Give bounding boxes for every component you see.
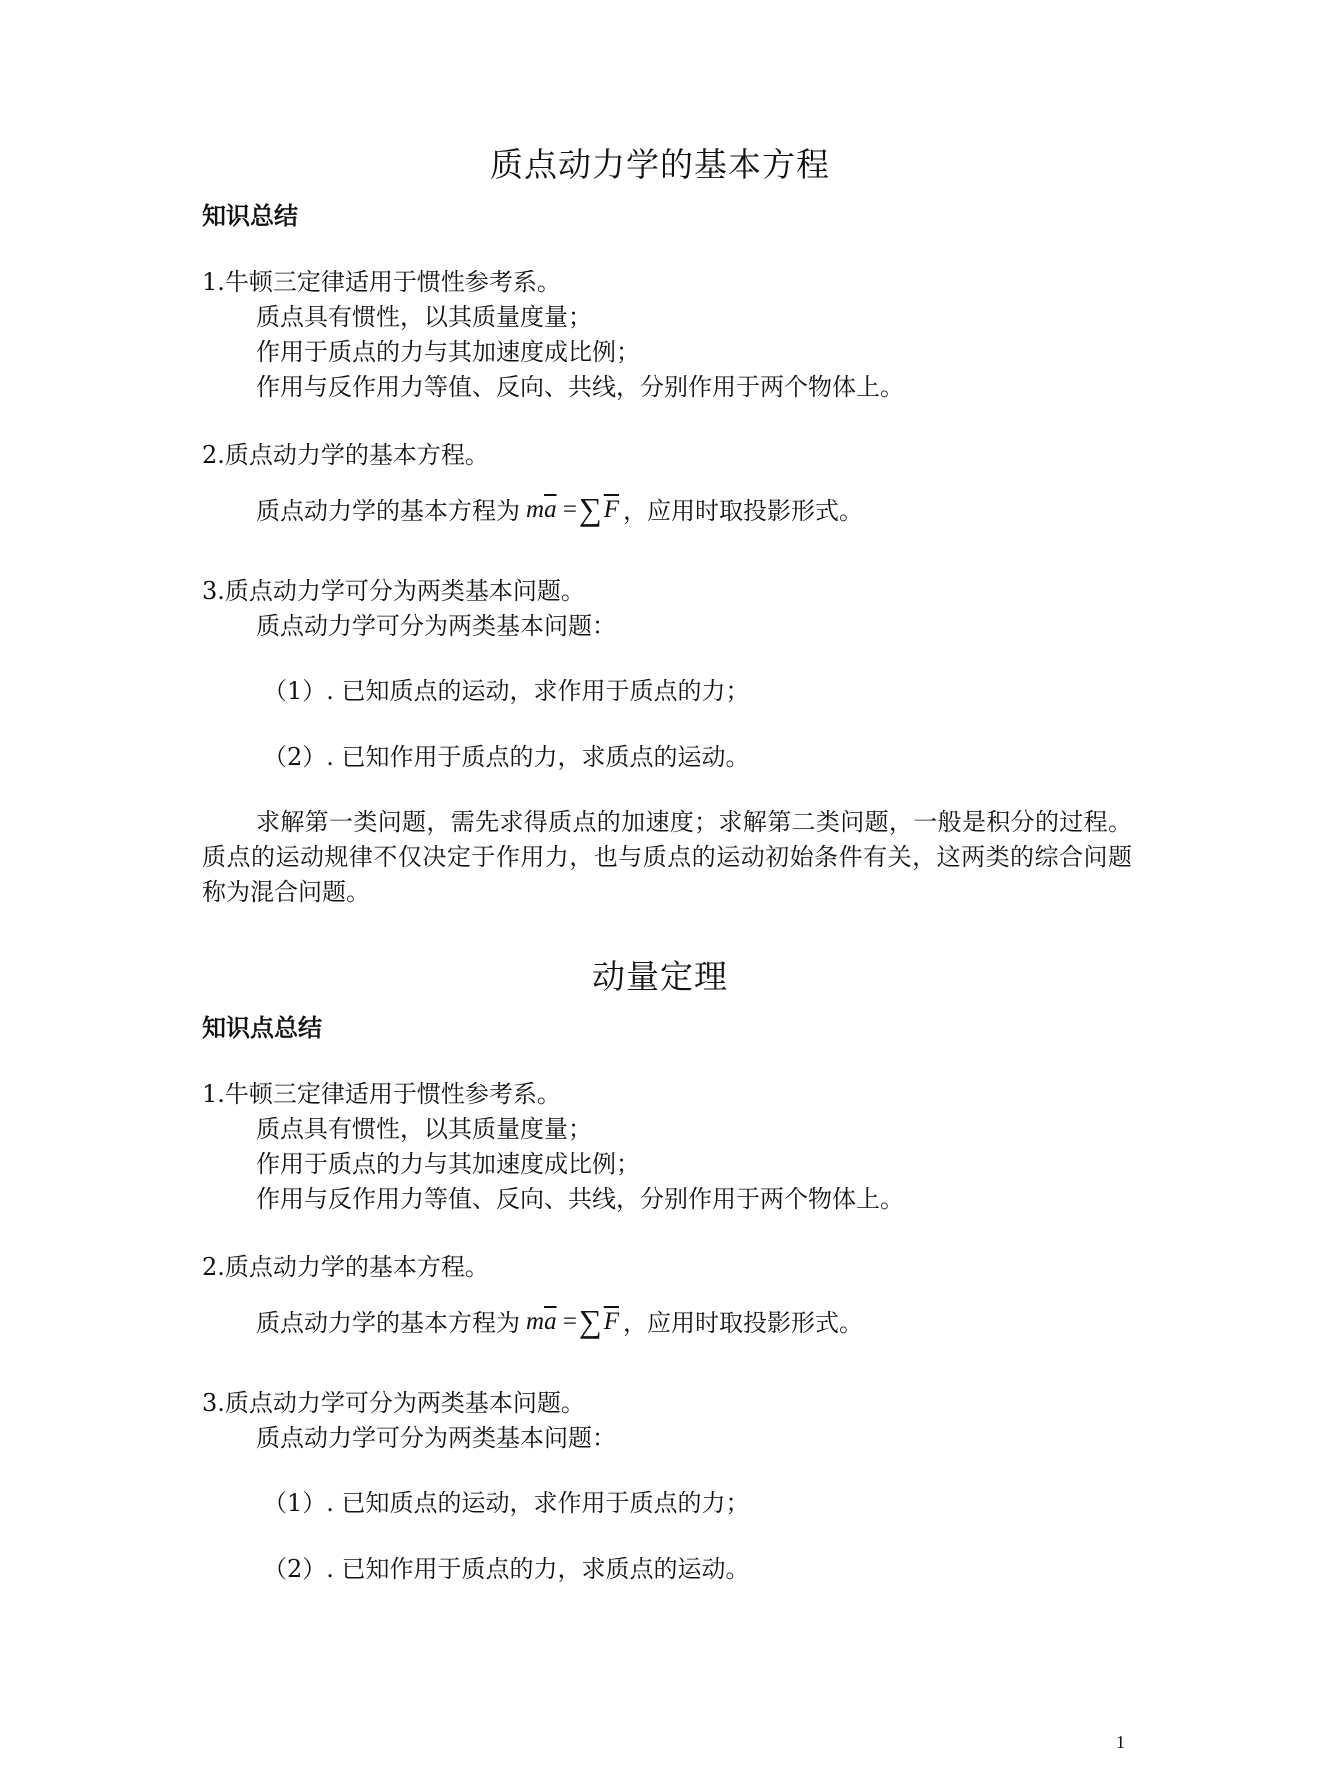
item-3-intro: 质点动力学可分为两类基本问题： bbox=[256, 1424, 616, 1452]
formula-equals: = bbox=[562, 1308, 577, 1335]
formula-pre-text: 质点动力学的基本方程为 bbox=[256, 497, 520, 525]
item-3-title: 3.质点动力学可分为两类基本问题。 bbox=[202, 1389, 585, 1417]
formula-line bbox=[256, 493, 863, 527]
newton-formula bbox=[526, 1305, 619, 1338]
section-heading: 知识总结 bbox=[202, 202, 298, 230]
item-1-line: 作用于质点的力与其加速度成比例； bbox=[256, 338, 640, 366]
formula-line bbox=[256, 1305, 863, 1339]
formula-sum-symbol: ∑ bbox=[578, 491, 602, 527]
section-title: 质点动力学的基本方程 bbox=[490, 145, 830, 184]
item-2-title: 2.质点动力学的基本方程。 bbox=[202, 441, 489, 469]
item-3-sub-2: （2）. 已知作用于质点的力，求质点的运动。 bbox=[263, 743, 750, 771]
summary-paragraph: 求解第一类问题，需先求得质点的加速度；求解第二类问题，一般是积分的过程。质点的运动规律不仅决定于作用力，也与质点的运动初始条件有关，这两类的综合问题称为混合问题。 bbox=[202, 808, 1132, 906]
item-1-line: 质点具有惯性，以其质量度量； bbox=[256, 303, 592, 331]
item-3-sub-1: （1）. 已知质点的运动，求作用于质点的力； bbox=[263, 1489, 750, 1517]
formula-post-text: ，应用时取投影形式。 bbox=[623, 1309, 864, 1337]
formula-mass: m bbox=[526, 1308, 545, 1335]
page-number: 1 bbox=[1116, 1732, 1125, 1752]
item-1-title: 1.牛顿三定律适用于惯性参考系。 bbox=[202, 1080, 561, 1108]
item-1-line: 作用于质点的力与其加速度成比例； bbox=[256, 1150, 640, 1178]
item-3-intro: 质点动力学可分为两类基本问题： bbox=[256, 612, 616, 640]
formula-pre-text: 质点动力学的基本方程为 bbox=[256, 1309, 520, 1337]
item-1-line: 作用与反作用力等值、反向、共线，分别作用于两个物体上。 bbox=[256, 1185, 904, 1213]
section-heading: 知识点总结 bbox=[202, 1014, 322, 1042]
item-3-sub-1: （1）. 已知质点的运动，求作用于质点的力； bbox=[263, 677, 750, 705]
formula-force-vector: $\overline{F}$ bbox=[603, 496, 620, 523]
item-3-title: 3.质点动力学可分为两类基本问题。 bbox=[202, 577, 585, 605]
item-3-sub-2: （2）. 已知作用于质点的力，求质点的运动。 bbox=[263, 1555, 750, 1583]
item-1-line: 作用与反作用力等值、反向、共线，分别作用于两个物体上。 bbox=[256, 373, 904, 401]
newton-formula bbox=[526, 493, 619, 526]
formula-equals: = bbox=[562, 496, 577, 523]
formula-post-text: ，应用时取投影形式。 bbox=[623, 497, 864, 525]
formula-acceleration-vector: $\overline{a}$ bbox=[544, 496, 557, 523]
item-1-line: 质点具有惯性，以其质量度量； bbox=[256, 1115, 592, 1143]
item-1-title: 1.牛顿三定律适用于惯性参考系。 bbox=[202, 268, 561, 296]
formula-mass: m bbox=[526, 496, 545, 523]
section-title: 动量定理 bbox=[592, 957, 728, 996]
formula-force-vector: $\overline{F}$ bbox=[603, 1308, 620, 1335]
formula-acceleration-vector: $\overline{a}$ bbox=[544, 1308, 557, 1335]
item-2-title: 2.质点动力学的基本方程。 bbox=[202, 1253, 489, 1281]
formula-sum-symbol: ∑ bbox=[578, 1303, 602, 1339]
